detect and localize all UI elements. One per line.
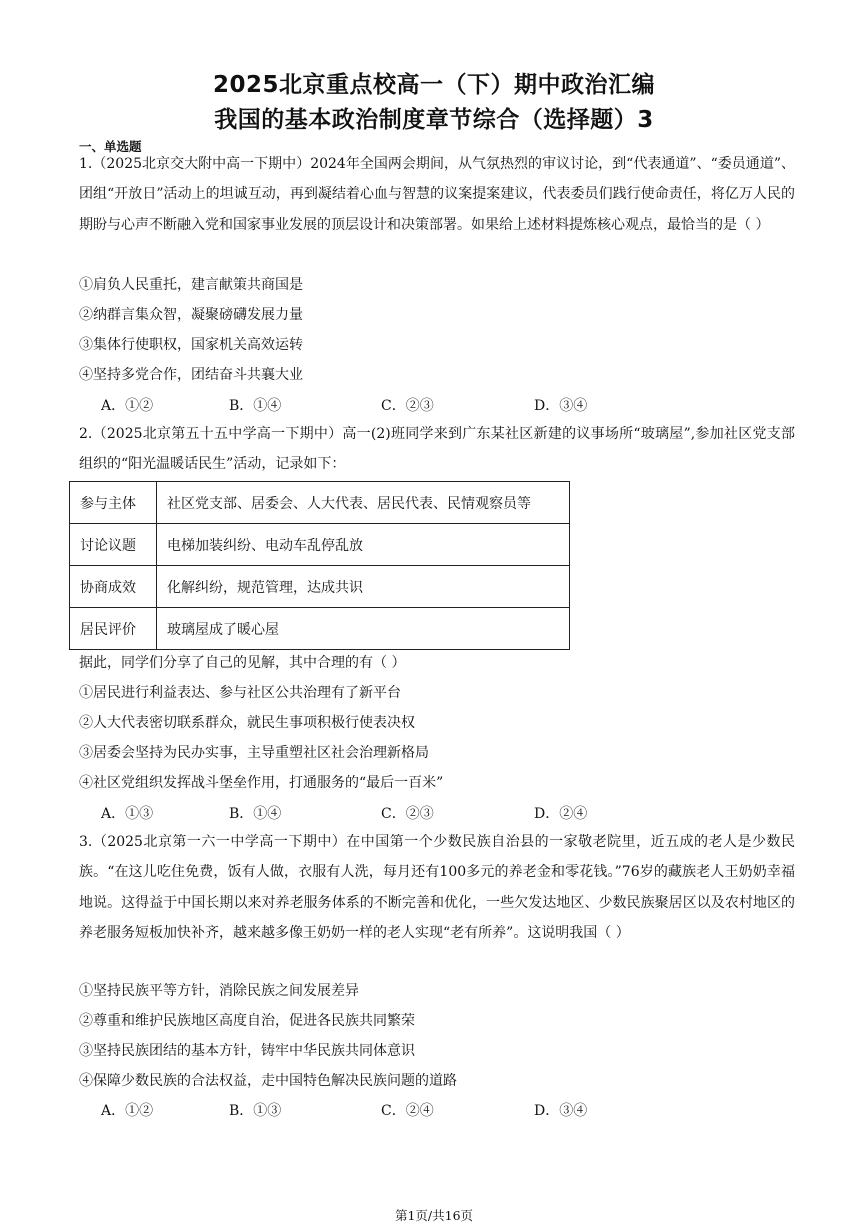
- table-cell-value: 化解纠纷，规范管理，达成共识: [157, 566, 570, 608]
- page-title: 2025北京重点校高一（下）期中政治汇编: [212, 72, 655, 98]
- question-2-stem: 2.（2025北京第五十五中学高一下期中）高一(2)班同学来到广东某社区新建的议事场所“玻璃屋”,参加社区党支部组织的“阳光温暖话民生”活动，记录如下：: [79, 426, 795, 473]
- question-2-option-d[interactable]: D．②④: [534, 806, 588, 822]
- table-row: [70, 566, 570, 608]
- question-1-item-3: ③集体行使职权，国家机关高效运转: [79, 337, 303, 353]
- table-cell-label: 居民评价: [70, 608, 157, 650]
- question-1-stem: 1.（2025北京交大附中高一下期中）2024年全国两会期间，从气氛热烈的审议讨论，到“代表通道”、“委员通道”、团组“开放日”活动上的坦诚互动，再到凝结着心血与智慧的议案提案建议，代表委员们践行使命责任，将亿万人民的期盼与心声不断融入党和国家事业发展的顶层设计和决策部署。如果给上述材料提炼核心观点，最恰当的是（ ）: [79, 156, 795, 233]
- table-cell-value: 玻璃屋成了暖心屋: [157, 608, 570, 650]
- activity-record-table: [69, 481, 570, 650]
- question-2-item-3: ③居委会坚持为民办实事，主导重塑社区社会治理新格局: [79, 745, 429, 761]
- question-2-options: [101, 803, 621, 823]
- question-1-item-4: ④坚持多党合作，团结奋斗共襄大业: [79, 367, 303, 383]
- table-row: [70, 524, 570, 566]
- question-3-options: [101, 1100, 621, 1120]
- table-cell-label: 参与主体: [70, 482, 157, 524]
- question-3-stem: 3.（2025北京第一六一中学高一下期中）在中国第一个少数民族自治县的一家敬老院里，近五成的老人是少数民族。“在这儿吃住免费，饭有人做，衣服有人洗，每月还有100多元的养老金和零花钱。”76岁的藏族老人王奶奶幸福地说。这得益于中国长期以来对养老服务体系的不断完善和优化，一些欠发达地区、少数民族聚居区以及农村地区的养老服务短板加快补齐，越来越多像王奶奶一样的老人实现“老有所养”。这说明我国（ ）: [79, 834, 795, 941]
- question-1-option-d[interactable]: D．③④: [534, 398, 588, 414]
- question-1-option-b[interactable]: B．①④: [229, 398, 282, 414]
- question-2-option-b[interactable]: B．①④: [229, 806, 282, 822]
- question-3-option-a[interactable]: A．①②: [101, 1103, 154, 1119]
- question-2-item-4: ④社区党组织发挥战斗堡垒作用，打通服务的“最后一百米”: [79, 775, 444, 791]
- table-cell-value: 社区党支部、居委会、人大代表、居民代表、民情观察员等: [157, 482, 570, 524]
- question-3-item-1: ①坚持民族平等方针，消除民族之间发展差异: [79, 983, 359, 999]
- question-3-option-c[interactable]: C．②④: [381, 1103, 434, 1119]
- table-cell-label: 讨论议题: [70, 524, 157, 566]
- question-1-item-2: ②纳群言集众智，凝聚磅礴发展力量: [79, 307, 303, 323]
- question-2-item-2: ②人大代表密切联系群众，就民生事项积极行使表决权: [79, 715, 415, 731]
- question-2-item-1: ①居民进行利益表达、参与社区公共治理有了新平台: [79, 685, 401, 701]
- page-subtitle: 我国的基本政治制度章节综合（选择题）3: [214, 107, 654, 133]
- table-cell-label: 协商成效: [70, 566, 157, 608]
- question-1-options: [101, 395, 621, 415]
- table-row: [70, 608, 570, 650]
- question-3-item-4: ④保障少数民族的合法权益，走中国特色解决民族问题的道路: [79, 1073, 457, 1089]
- question-1-option-a[interactable]: A．①②: [101, 398, 154, 414]
- table-cell-value: 电梯加装纠纷、电动车乱停乱放: [157, 524, 570, 566]
- question-3-item-3: ③坚持民族团结的基本方针，铸牢中华民族共同体意识: [79, 1043, 415, 1059]
- question-2-prompt: 据此，同学们分享了自己的见解，其中合理的有（ ）: [79, 655, 406, 671]
- question-3-item-2: ②尊重和维护民族地区高度自治，促进各民族共同繁荣: [79, 1013, 415, 1029]
- page-number: 第1页/共16页: [394, 1208, 474, 1223]
- question-2-option-c[interactable]: C．②③: [381, 806, 434, 822]
- question-3-option-d[interactable]: D．③④: [534, 1103, 588, 1119]
- question-3-option-b[interactable]: B．①③: [229, 1103, 282, 1119]
- question-1-item-1: ①肩负人民重托，建言献策共商国是: [79, 277, 303, 293]
- question-2-option-a[interactable]: A．①③: [101, 806, 154, 822]
- table-row: [70, 482, 570, 524]
- section-heading: 一、单选题: [79, 139, 142, 154]
- question-1-option-c[interactable]: C．②③: [381, 398, 434, 414]
